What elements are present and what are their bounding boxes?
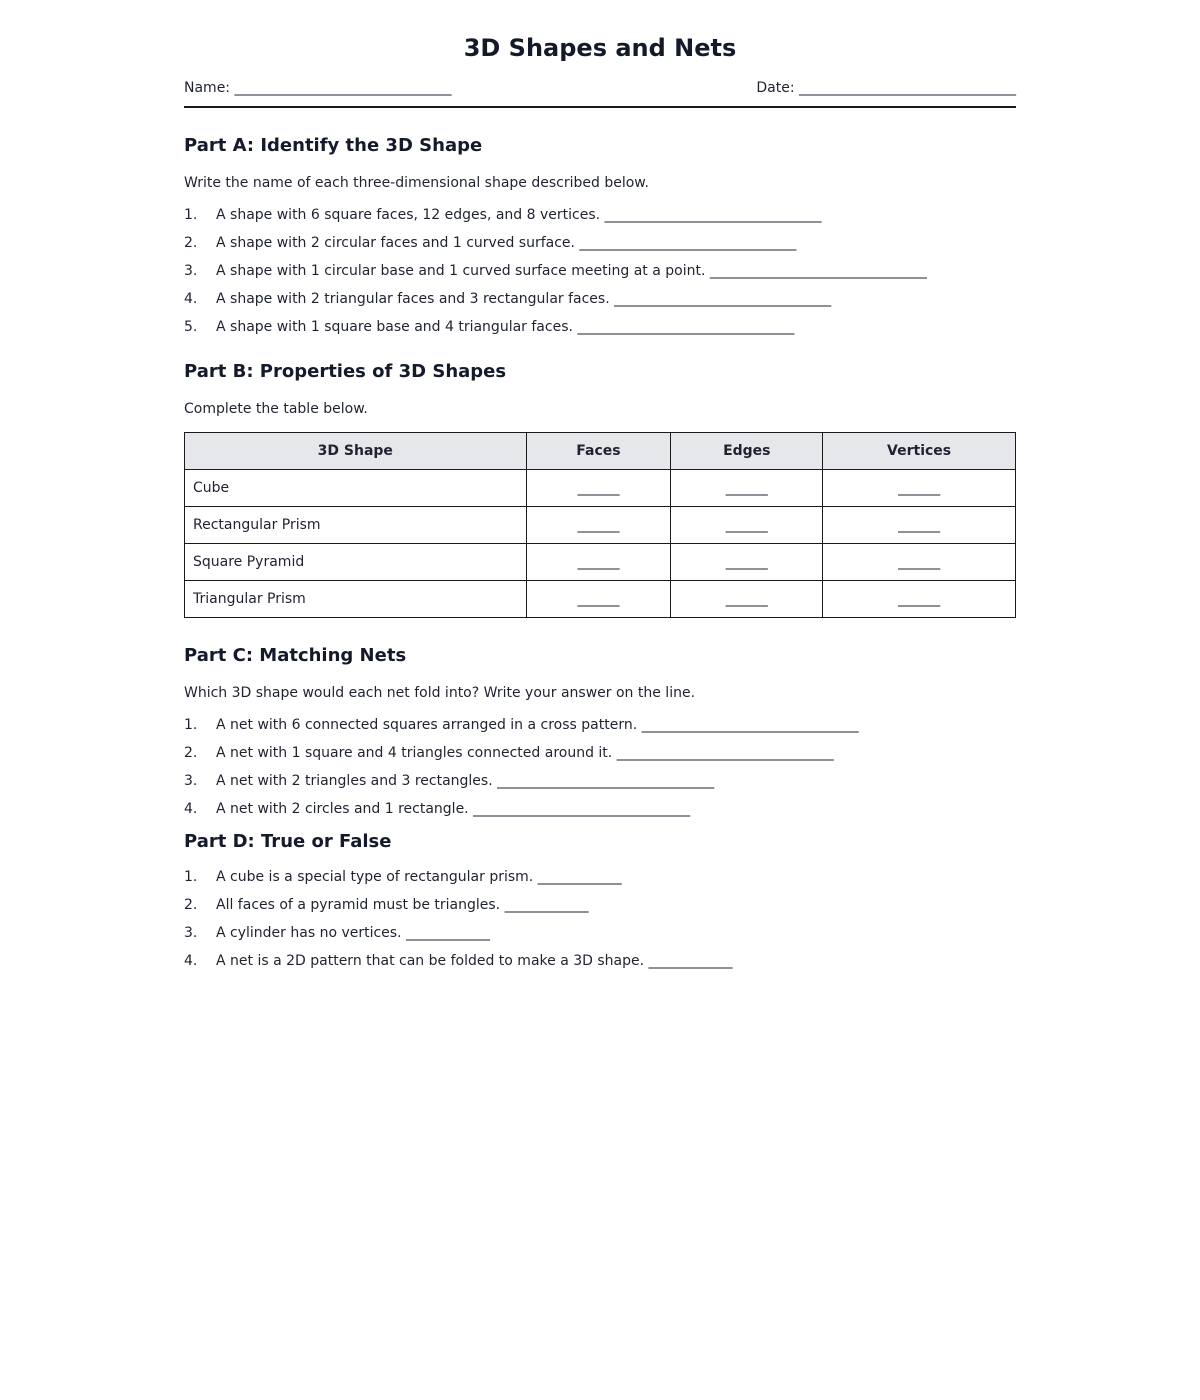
question-item: [184, 772, 1016, 800]
question-text[interactable]: A cube is a special type of rectangular prism. ____________: [216, 869, 622, 885]
table-row: [185, 470, 1016, 507]
question-item: [184, 262, 1016, 290]
edges-blank[interactable]: ______: [671, 507, 823, 544]
question-number: 5.: [184, 319, 198, 335]
question-text[interactable]: A net is a 2D pattern that can be folded to make a 3D shape. ____________: [216, 953, 733, 969]
question-text[interactable]: A shape with 2 circular faces and 1 curved surface. _______________________________: [216, 235, 797, 251]
question-item: [184, 952, 1016, 980]
question-number: 4.: [184, 291, 198, 307]
faces-blank[interactable]: ______: [526, 507, 671, 544]
question-number: 1.: [184, 869, 198, 885]
question-text[interactable]: A shape with 6 square faces, 12 edges, and 8 vertices. _______________________________: [216, 207, 822, 223]
edges-blank[interactable]: ______: [671, 544, 823, 581]
part-c-questions: [184, 716, 1016, 828]
question-number: 4.: [184, 801, 198, 817]
question-item: [184, 290, 1016, 318]
vertices-blank[interactable]: ______: [823, 507, 1016, 544]
question-text[interactable]: All faces of a pyramid must be triangles. ____________: [216, 897, 589, 913]
table-header-row: [185, 433, 1016, 470]
question-number: 1.: [184, 717, 198, 733]
question-number: 2.: [184, 235, 198, 251]
question-number: 3.: [184, 773, 198, 789]
shape-name-cell: Triangular Prism: [185, 581, 527, 618]
worksheet-title: 3D Shapes and Nets: [463, 34, 737, 62]
vertices-blank[interactable]: ______: [823, 544, 1016, 581]
worksheet-page: [184, 0, 1016, 980]
question-text[interactable]: A shape with 1 square base and 4 triangular faces. _______________________________: [216, 319, 795, 335]
part-a-title: Part A: Identify the 3D Shape: [184, 135, 483, 156]
question-number: 4.: [184, 953, 198, 969]
column-header-vertices: Vertices: [823, 433, 1016, 470]
question-text[interactable]: A shape with 2 triangular faces and 3 rectangular faces. _______________________________: [216, 291, 832, 307]
table-row: [185, 507, 1016, 544]
faces-blank[interactable]: ______: [526, 470, 671, 507]
question-number: 1.: [184, 207, 198, 223]
shape-name-cell: Square Pyramid: [185, 544, 527, 581]
shape-name-cell: Rectangular Prism: [185, 507, 527, 544]
name-field[interactable]: Name: _______________________________: [184, 80, 452, 96]
part-c-title: Part C: Matching Nets: [184, 645, 407, 666]
question-item: [184, 318, 1016, 346]
question-text[interactable]: A net with 2 circles and 1 rectangle. _______________________________: [216, 801, 691, 817]
question-text[interactable]: A cylinder has no vertices. ____________: [216, 925, 490, 941]
part-b-title: Part B: Properties of 3D Shapes: [184, 361, 507, 382]
question-item: [184, 924, 1016, 952]
question-text[interactable]: A net with 2 triangles and 3 rectangles. _______________________________: [216, 773, 715, 789]
question-item: [184, 800, 1016, 828]
part-a-questions: [184, 206, 1016, 346]
vertices-blank[interactable]: ______: [823, 581, 1016, 618]
faces-blank[interactable]: ______: [526, 581, 671, 618]
question-number: 2.: [184, 897, 198, 913]
table-row: [185, 544, 1016, 581]
faces-blank[interactable]: ______: [526, 544, 671, 581]
edges-blank[interactable]: ______: [671, 581, 823, 618]
edges-blank[interactable]: ______: [671, 470, 823, 507]
shape-name-cell: Cube: [185, 470, 527, 507]
column-header-faces: Faces: [526, 433, 671, 470]
question-item: [184, 868, 1016, 896]
question-number: 3.: [184, 263, 198, 279]
part-b-instructions: Complete the table below.: [184, 401, 368, 417]
column-header-shape: 3D Shape: [185, 433, 527, 470]
question-item: [184, 896, 1016, 924]
vertices-blank[interactable]: ______: [823, 470, 1016, 507]
question-item: [184, 206, 1016, 234]
question-text[interactable]: A shape with 1 circular base and 1 curved surface meeting at a point. _______________________________: [216, 263, 927, 279]
name-date-row: [184, 79, 1016, 108]
table-row: [185, 581, 1016, 618]
question-text[interactable]: A net with 1 square and 4 triangles connected around it. _______________________________: [216, 745, 834, 761]
question-number: 2.: [184, 745, 198, 761]
question-number: 3.: [184, 925, 198, 941]
properties-table: [184, 432, 1016, 618]
question-text[interactable]: A net with 6 connected squares arranged in a cross pattern. _______________________________: [216, 717, 859, 733]
part-c-instructions: Which 3D shape would each net fold into? Write your answer on the line.: [184, 685, 696, 701]
date-field[interactable]: Date: _______________________________: [756, 80, 1016, 96]
question-item: [184, 716, 1016, 744]
part-a-instructions: Write the name of each three-dimensional shape described below.: [184, 175, 649, 191]
part-d-questions: [184, 868, 1016, 980]
column-header-edges: Edges: [671, 433, 823, 470]
question-item: [184, 744, 1016, 772]
question-item: [184, 234, 1016, 262]
part-d-title: Part D: True or False: [184, 831, 392, 852]
